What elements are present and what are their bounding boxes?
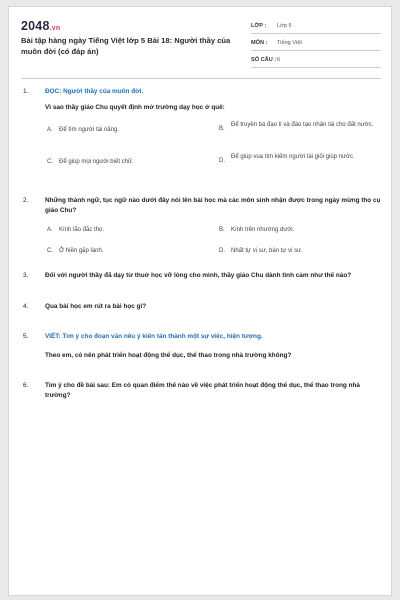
option-text: Để tìm người tài năng.	[59, 127, 119, 133]
meta-key: MÔN :	[251, 40, 268, 46]
meta-key: SỐ CÂU :	[251, 57, 277, 63]
question-title: Những thành ngữ, tục ngữ nào dưới đây nói lên bài học mà các môn sinh nhận được trong ngày mừng thọ cụ giáo Chu?	[45, 197, 381, 214]
options-row	[47, 226, 381, 247]
question-number: 5.	[23, 333, 29, 340]
question-title: Tìm ý cho đề bài sau: Em có quan điểm thế nào về việc phát triển hoạt động thể dục, thể thao trong nhà trường?	[45, 382, 360, 399]
option-b[interactable]	[219, 226, 385, 235]
option-label: B.	[219, 227, 225, 233]
question-list	[23, 87, 381, 400]
options-row	[47, 121, 381, 153]
question-3	[23, 271, 381, 281]
option-label: A.	[47, 227, 53, 233]
options-q2	[47, 226, 381, 265]
option-text: Để giúp vua tìm kiếm người tài giỏi giúp nước	[231, 154, 353, 160]
logo-main: 2048	[21, 19, 50, 33]
question-prompt: Theo em, có nên phát triển hoạt động thể dục, thể thao trong nhà trường không?	[45, 351, 292, 359]
option-text: Để truyền bá đạo lí và đào tạo nhân tài cho đất nước.	[231, 122, 374, 128]
option-a[interactable]	[47, 126, 207, 135]
site-logo[interactable]	[21, 19, 60, 33]
question-title: VIẾT: Tìm ý cho đoạn văn nêu ý kiến tán thành một sự việc, hiện tượng.	[45, 333, 263, 340]
document-page	[8, 6, 392, 596]
question-4	[23, 302, 381, 312]
option-d[interactable]	[219, 247, 385, 256]
question-prompt: Vì sao thầy giáo Chu quyết định mở trường dạy học ở quê:	[45, 103, 225, 111]
logo-suffix: .vn	[49, 25, 61, 32]
options-row	[47, 153, 381, 183]
document-header	[21, 17, 381, 77]
option-label: B.	[219, 126, 225, 132]
meta-value: 6	[277, 57, 281, 63]
question-title: Qua bài học em rút ra bài học gì?	[45, 302, 147, 310]
meta-row-class	[251, 21, 381, 34]
question-5	[23, 332, 381, 342]
meta-value: Tiếng Việt	[277, 40, 302, 46]
question-number: 2.	[23, 197, 29, 204]
meta-row-question-count	[251, 55, 381, 68]
question-number: 1.	[23, 88, 29, 95]
question-title: Đối với người thầy đã dạy từ thuở học vỡ lòng cho mình, thầy giáo Chu dành tình cảm như thế nào?	[45, 272, 352, 279]
option-d[interactable]	[219, 153, 385, 162]
meta-key: LỚP :	[251, 23, 267, 29]
meta-row-subject	[251, 38, 381, 51]
options-q1	[47, 121, 381, 183]
option-c[interactable]	[47, 247, 207, 256]
question-number: 6.	[23, 382, 29, 389]
meta-value: Lớp 5	[277, 23, 292, 29]
question-6	[23, 381, 381, 400]
option-text: Kính trên nhường dưới.	[231, 227, 295, 233]
option-text: Ở hiền gặp lành.	[59, 248, 104, 254]
question-number: 3.	[23, 272, 29, 279]
option-c[interactable]	[47, 158, 207, 167]
option-a[interactable]	[47, 226, 207, 235]
option-label: C.	[47, 248, 53, 254]
question-2	[23, 196, 381, 215]
option-b[interactable]	[219, 121, 385, 130]
option-label: D.	[219, 248, 225, 254]
header-divider	[21, 78, 381, 79]
option-label: D.	[219, 158, 225, 164]
document-title: Bài tập hàng ngày Tiếng Việt lớp 5 Bài 18: Người thầy của muôn đời (có đáp án)	[21, 36, 231, 56]
option-text: Nhất tự vi sư, bán tự vi sư.	[231, 248, 303, 254]
question-number: 4.	[23, 302, 29, 310]
option-text: Kính lão đắc thọ.	[59, 227, 105, 233]
option-label: C.	[47, 159, 53, 165]
option-text: Để giúp mọi người biết chữ.	[59, 159, 134, 165]
question-1	[23, 87, 381, 97]
meta-table	[251, 21, 381, 72]
question-title: ĐỌC: Người thầy của muôn đời.	[45, 88, 144, 95]
option-label: A.	[47, 127, 53, 133]
options-row	[47, 247, 381, 265]
